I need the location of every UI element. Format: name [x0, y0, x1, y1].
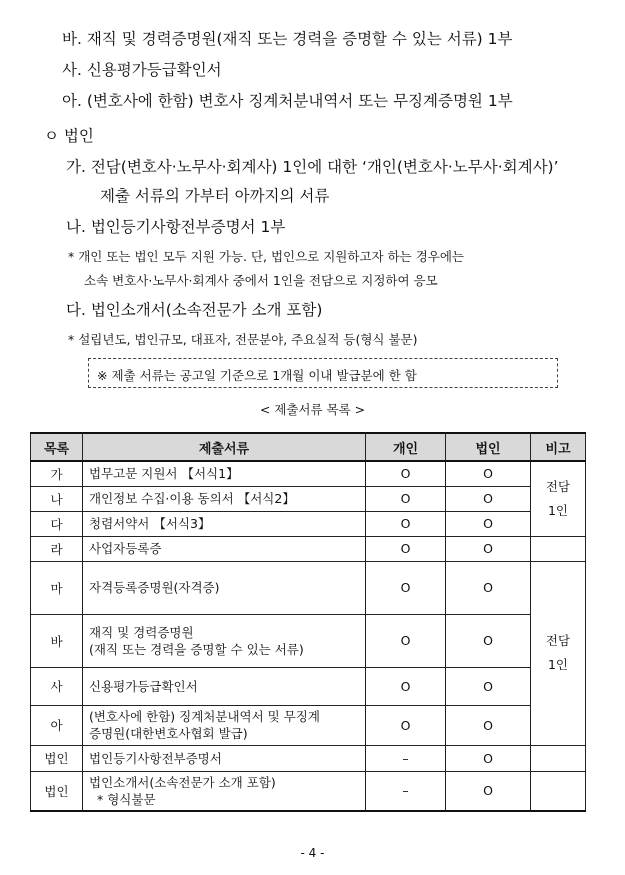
- table-row: [31, 771, 586, 811]
- row-document: [83, 511, 366, 536]
- documents-table: [30, 432, 586, 812]
- table-row: [31, 614, 586, 667]
- document-text: 개인정보 수집·이용 동의서 【서식2】: [89, 491, 295, 506]
- row-id: 나: [31, 486, 83, 511]
- row-id: 바: [31, 614, 83, 667]
- row-id: 아: [31, 705, 83, 745]
- row-individual-mark: O: [366, 486, 446, 511]
- document-text: 증명원(대한변호사협회 발급): [89, 726, 248, 741]
- table-row: [31, 536, 586, 561]
- remark-text: 1인: [547, 502, 569, 518]
- row-corporate-mark: O: [446, 614, 531, 667]
- row-document: [83, 705, 366, 745]
- row-individual-mark: O: [366, 614, 446, 667]
- corporate-item-da: 다. 법인소개서(소속전문가 소개 포함): [66, 301, 323, 319]
- table-row: [31, 461, 586, 486]
- row-corporate-mark: O: [446, 486, 531, 511]
- row-id: 라: [31, 536, 83, 561]
- remark-empty: [531, 536, 586, 561]
- document-text: 법인등기사항전부증명서: [89, 750, 222, 766]
- document-text: 사업자등록증: [89, 541, 162, 556]
- row-individual-mark: O: [366, 461, 446, 486]
- row-id: 가: [31, 461, 83, 486]
- row-corporate-mark: O: [446, 705, 531, 745]
- document-text: * 형식불문: [97, 791, 156, 807]
- table-row: [31, 745, 586, 771]
- corporate-note-2: * 설립년도, 법인규모, 대표자, 전문분야, 주요실적 등(형식 불문): [68, 332, 418, 347]
- remark-group-1: [531, 461, 586, 536]
- row-document: [83, 667, 366, 705]
- table-header-row: [31, 433, 586, 461]
- row-id: 다: [31, 511, 83, 536]
- row-document: [83, 771, 366, 811]
- header-document: 제출서류: [83, 433, 366, 461]
- row-individual-mark: –: [366, 771, 446, 811]
- remark-text: 전담: [545, 633, 571, 648]
- row-corporate-mark: O: [446, 771, 531, 811]
- table-caption: < 제출서류 목록 >: [259, 402, 366, 417]
- row-corporate-mark: O: [446, 511, 531, 536]
- header-individual: 개인: [366, 433, 446, 461]
- row-individual-mark: O: [366, 536, 446, 561]
- intro-item-ba: 바. 재직 및 경력증명원(재직 또는 경력을 증명할 수 있는 서류) 1부: [62, 30, 513, 48]
- remark-text: 1인: [547, 657, 569, 672]
- row-id: 사: [31, 667, 83, 705]
- corporate-heading: ㅇ 법인: [44, 127, 94, 145]
- row-individual-mark: O: [366, 561, 446, 614]
- row-corporate-mark: O: [446, 667, 531, 705]
- document-text: 신용평가등급확인서: [89, 678, 198, 694]
- document-text: 법인소개서(소속전문가 소개 포함): [89, 774, 276, 790]
- table-row: [31, 561, 586, 614]
- row-individual-mark: O: [366, 705, 446, 745]
- intro-item-sa: 사. 신용평가등급확인서: [62, 61, 222, 79]
- row-individual-mark: O: [366, 511, 446, 536]
- row-document: [83, 536, 366, 561]
- row-document: [83, 561, 366, 614]
- remark-text: 전담: [545, 478, 571, 494]
- row-corporate-mark: O: [446, 536, 531, 561]
- header-id: 목록: [31, 433, 83, 461]
- document-text: 재직 및 경력증명원: [89, 624, 194, 640]
- document-text: 법무고문 지원서 【서식1】: [89, 466, 239, 482]
- row-corporate-mark: O: [446, 745, 531, 771]
- page-number: - 4 -: [300, 846, 325, 860]
- row-id: 법인: [31, 745, 83, 771]
- remark-group-2: [531, 561, 586, 745]
- corporate-note-1-cont: 소속 변호사·노무사·회계사 중에서 1인을 전담으로 지정하여 응모: [84, 273, 438, 288]
- row-document: [83, 486, 366, 511]
- notice-box: ※ 제출 서류는 공고일 기준으로 1개월 이내 발급분에 한 함: [88, 358, 558, 388]
- document-text: (재직 또는 경력을 증명할 수 있는 서류): [89, 641, 304, 657]
- row-id: 마: [31, 561, 83, 614]
- document-text: (변호사에 한함) 징계처분내역서 및 무징계: [89, 709, 320, 724]
- row-corporate-mark: O: [446, 461, 531, 486]
- row-document: [83, 461, 366, 486]
- remark-empty: [531, 745, 586, 771]
- table-row: [31, 511, 586, 536]
- row-individual-mark: –: [366, 745, 446, 771]
- row-document: [83, 745, 366, 771]
- document-text: 청렴서약서 【서식3】: [89, 516, 211, 531]
- header-remark: 비고: [531, 433, 586, 461]
- table-row: [31, 667, 586, 705]
- document-text: 자격등록증명원(자격증): [89, 580, 220, 595]
- corporate-item-ga-cont: 제출 서류의 가부터 아까지의 서류: [100, 187, 330, 205]
- row-id: 법인: [31, 771, 83, 811]
- row-individual-mark: O: [366, 667, 446, 705]
- corporate-note-1: * 개인 또는 법인 모두 지원 가능. 단, 법인으로 지원하고자 하는 경우에는: [68, 249, 465, 264]
- header-corporate: 법인: [446, 433, 531, 461]
- row-corporate-mark: O: [446, 561, 531, 614]
- row-document: [83, 614, 366, 667]
- corporate-item-na: 나. 법인등기사항전부증명서 1부: [66, 218, 286, 236]
- intro-item-a: 아. (변호사에 한함) 변호사 징계처분내역서 또는 무징계증명원 1부: [62, 92, 513, 110]
- corporate-item-ga: 가. 전담(변호사·노무사·회계사) 1인에 대한 ‘개인(변호사·노무사·회계사)’: [66, 158, 559, 176]
- remark-empty: [531, 771, 586, 811]
- table-row: [31, 486, 586, 511]
- table-row: [31, 705, 586, 745]
